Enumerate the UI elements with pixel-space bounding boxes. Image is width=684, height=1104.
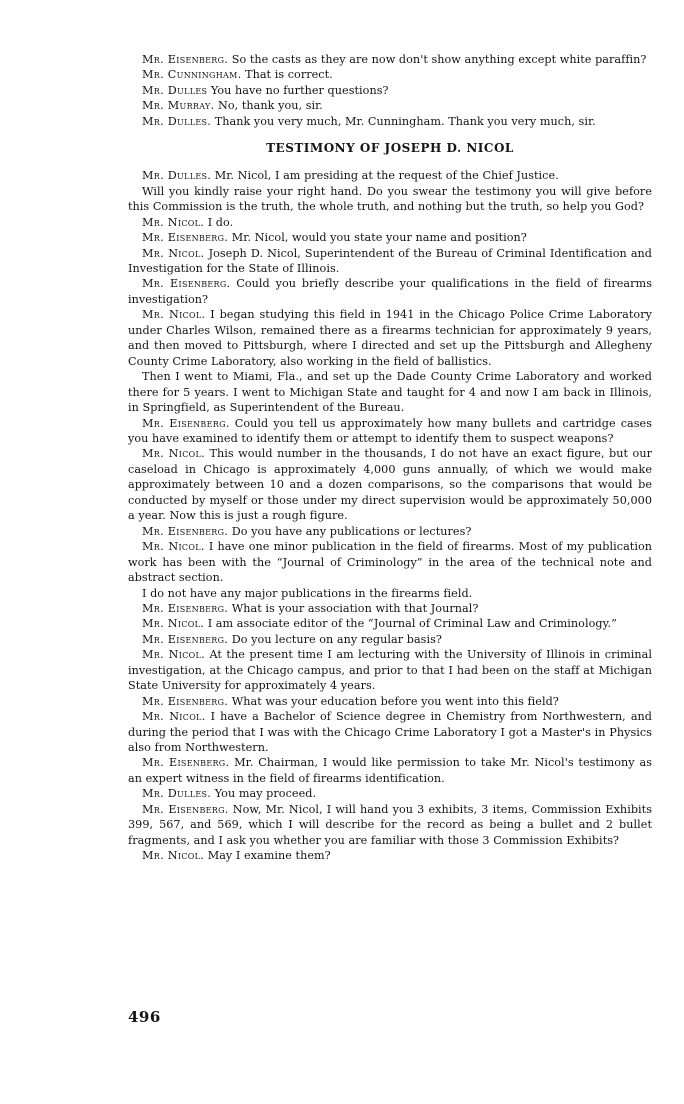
section-heading: TESTIMONY OF JOSEPH D. NICOL — [266, 141, 514, 156]
paragraph-text: I have a Bachelor of Science degree in Chemistry from Northwestern, and during the period that I was with the Chicago Crime Laboratory I got a Master's in Physics also from Northwestern. — [128, 710, 653, 755]
speaker-name: Mr. Nicol. — [142, 540, 205, 554]
paragraph-text: Do you lecture on any regular basis? — [231, 632, 442, 646]
paragraph — [128, 755, 652, 786]
paragraph-text: Joseph D. Nicol, Superintendent of the Bureau of Criminal Identification and Investigation for the State of Illinois. — [128, 246, 653, 275]
speaker-name: Mr. Eisenberg. — [142, 756, 230, 770]
paragraph — [128, 215, 652, 230]
speaker-name: Mr. Dulles. — [142, 114, 212, 128]
paragraph-text: I am associate editor of the “Journal of Criminal Law and Criminology.” — [207, 617, 617, 631]
speaker-name: Mr. Eisenberg. — [142, 53, 229, 66]
paragraph — [128, 184, 652, 215]
paragraph — [128, 67, 652, 82]
page-number: 496 — [128, 1008, 161, 1026]
speaker-name: Mr. Eisenberg. — [142, 601, 229, 615]
speaker-name: Mr. Cunningham. — [142, 68, 242, 82]
paragraph — [128, 632, 652, 647]
paragraph-text: Could you tell us approximately how many bullets and cartridge cases you have examined to identify them or attempt to identify them to suspect weapons? — [128, 416, 652, 445]
paragraph — [128, 647, 652, 693]
paragraph — [128, 276, 652, 307]
paragraph-text: Mr. Nicol, would you state your name and position? — [231, 231, 527, 245]
speaker-name: Mr. Eisenberg. — [142, 802, 229, 816]
paragraph-text: I do not have any major publications in the firearms field. — [142, 586, 473, 600]
paragraph-text: What is your association with that Journal? — [231, 601, 479, 615]
paragraph — [128, 586, 652, 601]
paragraph — [128, 601, 652, 616]
paragraph — [128, 786, 652, 801]
paragraph-text: Will you kindly raise your right hand. Do you swear the testimony you will give before this Commission is the truth, the whole truth, and nothing but the truth, so help you God? — [128, 184, 652, 214]
paragraph — [128, 802, 652, 848]
speaker-name: Mr. Dulles — [142, 83, 208, 97]
paragraph — [128, 416, 652, 447]
speaker-name: Mr. Eisenberg. — [142, 632, 229, 646]
paragraph-text: Thank you very much, Mr. Cunningham. Thank you very much, sir. — [214, 114, 596, 128]
paragraph-text: Now, Mr. Nicol, I will hand you 3 exhibits, 3 items, Commission Exhibits 399, 567, and 569, which I will describe for the record as being a bullet and 2 bullet fragments, and I ask you whether you are familiar with those 3 Commission Exhibits? — [128, 802, 652, 847]
paragraph — [128, 246, 652, 277]
speaker-name: Mr. Nicol. — [142, 246, 205, 260]
paragraph — [128, 539, 652, 585]
speaker-name: Mr. Eisenberg. — [142, 524, 229, 538]
paragraph-text: I have one minor publication in the field of firearms. Most of my publication work has been with the “Journal of Criminology” in the area of the technical note and abstract section. — [128, 540, 653, 585]
paragraph-text: I do. — [207, 215, 234, 229]
paragraph-text: Mr. Nicol, I am presiding at the request of the Chief Justice. — [214, 169, 559, 183]
speaker-name: Mr. Nicol. — [142, 617, 205, 631]
paragraph-text: May I examine them? — [207, 849, 331, 863]
spacer — [128, 156, 652, 168]
spacer — [128, 129, 652, 140]
paragraph — [128, 114, 652, 129]
speaker-name: Mr. Dulles. — [142, 787, 212, 801]
speaker-name: Mr. Nicol. — [142, 710, 206, 724]
speaker-name: Mr. Eisenberg. — [142, 277, 231, 291]
paragraph — [128, 709, 652, 755]
speaker-name: Mr. Nicol. — [142, 447, 205, 461]
paragraph — [128, 307, 652, 369]
paragraph-text: So the casts as they are now don't show anything except white paraffin? — [231, 53, 647, 66]
paragraph — [128, 616, 652, 631]
paragraph-text: You have no further questions? — [210, 83, 389, 97]
speaker-name: Mr. Nicol. — [142, 308, 206, 322]
speaker-name: Mr. Eisenberg. — [142, 416, 230, 430]
speaker-name: Mr. Nicol. — [142, 849, 205, 863]
paragraph-text: I began studying this field in 1941 in the Chicago Police Crime Laboratory under Charles Wilson, remained there as a firearms technician for approximately 9 years, and then moved to Pittsburgh, where I directed and set up the Pittsburgh and Allegheny County Crime Laboratory, also working in the field of ballistics. — [128, 308, 652, 368]
paragraph-text: What was your education before you went into this field? — [231, 694, 559, 708]
paragraph — [128, 369, 652, 415]
paragraph — [128, 83, 652, 98]
speaker-name: Mr. Nicol. — [142, 215, 205, 229]
paragraph — [128, 848, 652, 863]
paragraph-text: At the present time I am lecturing with the University of Illinois in criminal investigation, at the Chicago campus, and prior to that I had been on the staff at Michigan State University for approximately 4 years. — [128, 648, 652, 693]
speaker-name: Mr. Murray. — [142, 99, 215, 113]
paragraph — [128, 168, 652, 183]
paragraph-text: Do you have any publications or lectures? — [231, 524, 472, 538]
speaker-name: Mr. Eisenberg. — [142, 694, 229, 708]
paragraph — [128, 230, 652, 245]
paragraph-text: Could you briefly describe your qualifications in the field of firearms investigation? — [128, 277, 653, 306]
testimony-before — [128, 52, 652, 129]
paragraph-text: That is correct. — [245, 68, 333, 82]
speaker-name: Mr. Dulles. — [142, 169, 212, 183]
paragraph-text: Then I went to Miami, Fla., and set up the Dade County Crime Laboratory and worked there for 5 years. I went to Michigan State and taught for 4 and now I am back in Illinois, in Springfield, as Superintendent of the Bureau. — [128, 370, 652, 415]
paragraph-text: No, thank you, sir. — [218, 99, 323, 113]
paragraph — [128, 52, 652, 67]
paragraph-text: You may proceed. — [214, 787, 317, 801]
paragraph — [128, 98, 652, 113]
paragraph-text: This would number in the thousands, I do not have an exact figure, but our caseload in Chicago is approximately 4,000 guns annually, of which we would make approximately between 10 and a dozen comparisons, so the comparisons that would be conducted by myself or those under my direct supervision would be approximately 50,000 a year. Now this is just a rough figure. — [128, 447, 652, 523]
testimony-nicol — [128, 168, 652, 863]
paragraph — [128, 524, 652, 539]
paragraph-text: Mr. Chairman, I would like permission to take Mr. Nicol's testimony as an expert witness in the field of firearms identification. — [128, 756, 652, 785]
speaker-name: Mr. Nicol. — [142, 648, 205, 662]
paragraph — [128, 446, 652, 523]
paragraph — [128, 694, 652, 709]
document-page — [128, 52, 652, 864]
speaker-name: Mr. Eisenberg. — [142, 231, 229, 245]
